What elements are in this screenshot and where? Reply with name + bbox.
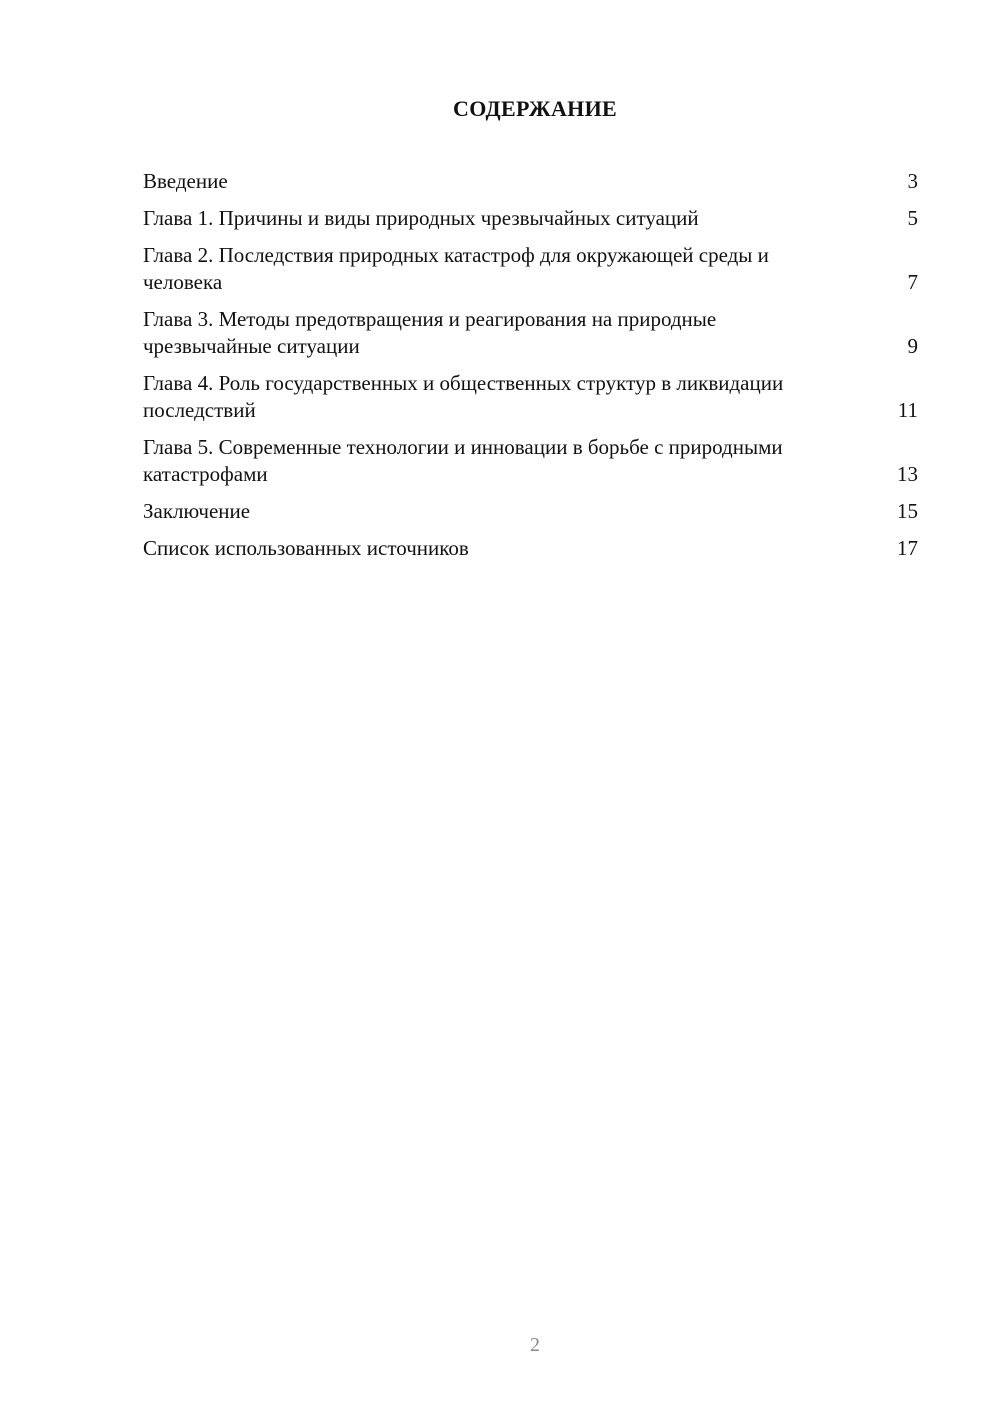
toc-entry-page: 9 (907, 334, 918, 358)
toc-entry-text: Заключение (143, 499, 251, 523)
page-number: 2 (530, 1334, 540, 1356)
toc-entry-chapter-5 (143, 434, 918, 488)
toc-entry-page: 11 (897, 398, 918, 422)
toc-entry-conclusion (143, 498, 918, 525)
toc-entry-references (143, 535, 918, 562)
toc-entry-page: 7 (907, 270, 918, 294)
toc-entry-text: Список использованных источников (143, 536, 469, 560)
toc-entry-introduction (143, 168, 918, 195)
toc-entry-text: Глава 1. Причины и виды природных чрезвычайных ситуаций (143, 206, 699, 230)
toc-entry-chapter-3 (143, 306, 918, 360)
toc-entry-page: 17 (897, 536, 918, 560)
toc-entry-page: 15 (897, 499, 918, 523)
toc-entry-text: Глава 3. Методы предотвращения и реагирования на природные чрезвычайные ситуации (143, 307, 717, 358)
toc-entry-text: Глава 2. Последствия природных катастроф для окружающей среды и человека (143, 243, 769, 294)
toc-entry-page: 13 (897, 462, 918, 486)
toc-entry-page: 5 (907, 206, 918, 230)
toc-entry-text: Глава 4. Роль государственных и общественных структур в ликвидации последствий (143, 371, 784, 422)
toc-list (143, 168, 918, 572)
toc-entry-chapter-4 (143, 370, 918, 424)
toc-entry-text: Введение (143, 169, 228, 193)
toc-title: СОДЕРЖАНИЕ (453, 96, 617, 121)
toc-entry-chapter-1 (143, 205, 918, 232)
toc-entry-chapter-2 (143, 242, 918, 296)
toc-entry-text: Глава 5. Современные технологии и инновации в борьбе с природными катастрофами (143, 435, 783, 486)
toc-entry-page: 3 (907, 169, 918, 193)
